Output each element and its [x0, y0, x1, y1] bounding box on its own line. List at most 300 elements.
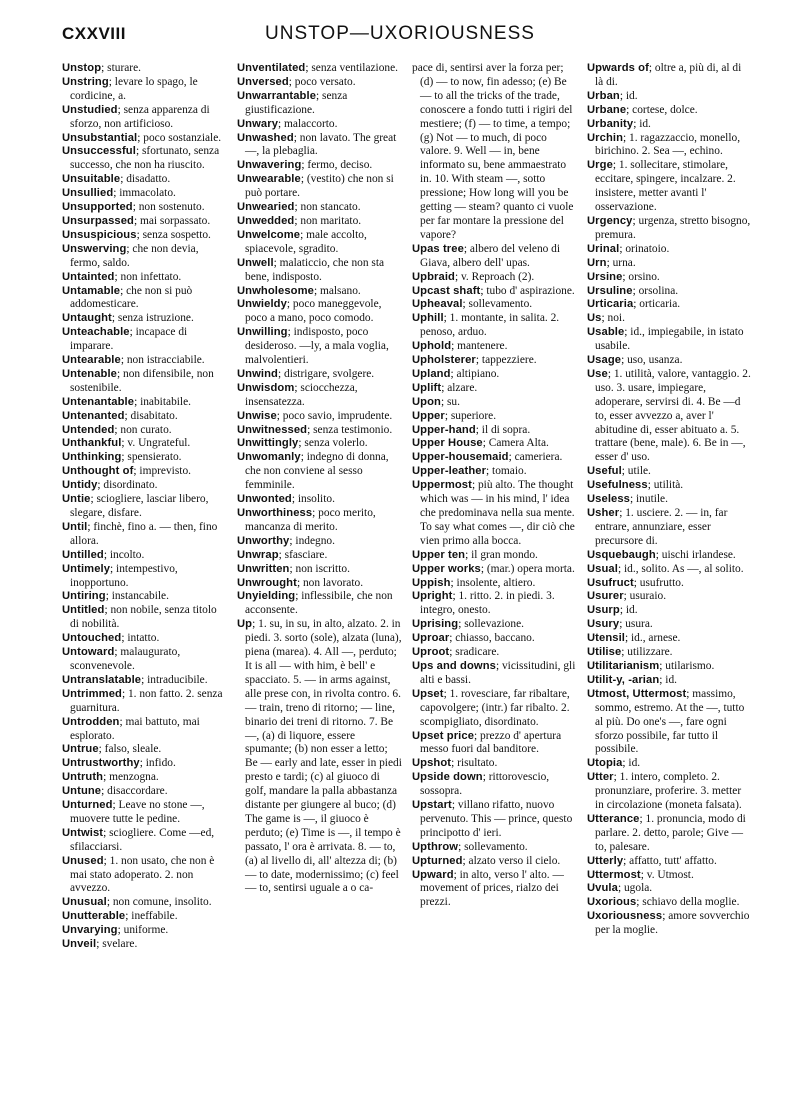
entry-definition: ; id.	[622, 757, 641, 770]
entry-definition: ; intatto.	[121, 632, 160, 645]
dictionary-entry	[62, 173, 227, 187]
entry-headword: Upset price	[412, 729, 475, 742]
dictionary-entry	[412, 549, 577, 563]
entry-definition: ; insolito.	[291, 493, 335, 506]
dictionary-entry	[412, 382, 577, 396]
dictionary-entry	[412, 688, 577, 730]
entry-definition: ; altipiano.	[450, 367, 500, 380]
entry-headword: Usufruct	[587, 576, 634, 589]
dictionary-entry	[237, 493, 402, 507]
dictionary-entry	[62, 285, 227, 313]
entry-headword: Unstring	[62, 75, 109, 88]
dictionary-entry	[237, 285, 402, 299]
entry-definition: ; massimo, sommo, estremo. At the —, tutto al più. Do one's —, fare ogni sforzo possibile, far tutto il possibile.	[595, 687, 745, 756]
dictionary-entry	[587, 813, 752, 855]
entry-definition: ; non iscritto.	[289, 562, 350, 575]
entry-headword: Untiring	[62, 590, 106, 603]
dictionary-entry	[62, 938, 227, 952]
entry-headword: Us	[587, 312, 602, 325]
dictionary-entry	[412, 646, 577, 660]
entry-definition: ; non comune, insolito.	[106, 896, 212, 909]
dictionary-entry	[587, 104, 752, 118]
entry-headword: Unwise	[237, 409, 277, 422]
entry-headword: Unsupported	[62, 201, 133, 214]
entry-definition: ; cameriera.	[508, 451, 563, 464]
dictionary-entry	[587, 771, 752, 813]
entry-headword: Untended	[62, 423, 115, 436]
dictionary-entry	[587, 646, 752, 660]
entry-definition: ; urgenza, stretto bisogno, premura.	[595, 214, 751, 241]
dictionary-entry	[412, 285, 577, 299]
entry-headword: Uxoriousness	[587, 910, 663, 923]
entry-headword: Utterance	[587, 812, 640, 825]
entry-definition: ; malaugurato, sconvenevole.	[70, 646, 181, 672]
entry-definition: ; 1. rovesciare, far ribaltare, capovolgere; (intr.) far ribalto. 2. scompigliato, disordinato.	[420, 687, 570, 728]
dictionary-entry	[62, 368, 227, 396]
dictionary-entry	[587, 869, 752, 883]
entry-definition: ; inabitabile.	[134, 395, 191, 408]
dictionary-entry	[412, 437, 577, 451]
entry-definition: ; tappezziere.	[475, 354, 537, 367]
entry-headword: Unwritten	[237, 562, 290, 575]
dictionary-entry	[412, 340, 577, 354]
dictionary-entry	[587, 563, 752, 577]
entry-definition: ; usura.	[619, 618, 653, 631]
entry-definition: ; sradicare.	[449, 646, 500, 659]
dictionary-entry	[62, 771, 227, 785]
dictionary-entry	[62, 827, 227, 855]
dictionary-entry	[587, 674, 752, 688]
entry-headword: Unwearied	[237, 201, 295, 214]
entry-headword: Untune	[62, 785, 102, 798]
dictionary-entry	[412, 312, 577, 340]
page-number: CXXVIII	[62, 24, 126, 43]
entry-definition: ; su.	[440, 395, 460, 408]
entry-headword: Upas tree	[412, 242, 464, 255]
entry-headword: Untruth	[62, 771, 104, 784]
entry-headword: Uproot	[412, 646, 450, 659]
entry-definition: ; svelare.	[96, 938, 138, 951]
entry-headword: Unveil	[62, 938, 97, 951]
entry-definition: ; 1. su, in su, in alto, alzato. 2. in piedi. 3. sorto (sole), alzata (luna), piena (marea). 4. All —, perduto; It is all — with him, è bell' e spacciato. 5. — in arms against, alle prese con, in rivolta contro. 6. — train, treno di ritorno; — line, binario dei treni di ritorno. 7. Be —, (a) di liquore, essere spumante; (b) non esser a letto; Be — early and late, esser in piedi presto e tardi; (c) al giuoco di golf, mandare la palla abbastanza distante per giungere al buco; (d) The game is —, il giuoco è perduto; (e) Time is —, il tempo è passato, l' ora è arrivata. 8. — to, (a) al livello di, all' altezza di; (b) — to date, modernissimo; (c) feel — to, sentirsi uguale a o ca-	[245, 618, 402, 895]
dictionary-entry	[587, 132, 752, 160]
dictionary-entry	[62, 396, 227, 410]
entry-definition: ; villano rifatto, nuovo pervenuto. This — prince, questo principotto d' ieri.	[420, 799, 573, 839]
entry-headword: Usurer	[587, 590, 624, 603]
entry-headword: Unwieldy	[237, 298, 287, 311]
column-2	[237, 62, 402, 1102]
dictionary-entry	[62, 549, 227, 563]
entry-definition: ; 1. pronuncia, modo di parlare. 2. detto, parole; Give — to, palesare.	[595, 812, 746, 853]
dictionary-entry	[587, 243, 752, 257]
entry-definition: ; che non devia, fermo, saldo.	[70, 242, 199, 269]
entry-headword: Untie	[62, 493, 91, 506]
entry-definition: ; cortese, dolce.	[626, 103, 698, 116]
dictionary-entry	[587, 326, 752, 354]
entry-headword: Unwisdom	[237, 381, 295, 394]
dictionary-entry	[237, 563, 402, 577]
entry-definition: ; poco sostanziale.	[137, 131, 222, 144]
dictionary-entry	[587, 590, 752, 604]
entry-headword: Upper House	[412, 437, 483, 450]
entry-definition: ; che non si può addomesticare.	[70, 284, 193, 311]
dictionary-entry	[412, 271, 577, 285]
entry-headword: Uproar	[412, 632, 450, 645]
entry-definition: ; ineffabile.	[125, 910, 178, 923]
entry-headword: Untainted	[62, 270, 115, 283]
dictionary-entry	[412, 771, 577, 799]
entry-headword: Urchin	[587, 131, 624, 144]
entry-definition: ; non curato.	[114, 423, 172, 436]
dictionary-entry	[412, 424, 577, 438]
entry-definition: ; v. Reproach (2).	[454, 270, 535, 283]
entry-headword: Unventilated	[237, 62, 306, 74]
entry-definition: ; id.	[659, 673, 677, 686]
entry-definition: ; albero del veleno di Giava, albero dell' upas.	[420, 242, 561, 269]
entry-headword: Unvarying	[62, 924, 118, 937]
entry-definition: ; levare lo spago, le cordicine, a.	[70, 75, 198, 102]
dictionary-entry	[412, 632, 577, 646]
entry-definition: ; orticaria.	[633, 298, 681, 311]
entry-headword: Urinal	[587, 242, 620, 255]
entry-headword: Untamable	[62, 284, 121, 297]
entry-headword: Untenanted	[62, 409, 125, 422]
entry-definition: ; amore sovverchio per la moglie.	[595, 910, 750, 937]
entry-headword: Upbraid	[412, 270, 455, 283]
entry-headword: Unwind	[237, 367, 278, 380]
dictionary-entry	[587, 757, 752, 771]
entry-headword: Urban	[587, 89, 620, 102]
entry-headword: Upside down	[412, 771, 483, 784]
dictionary-entry	[62, 785, 227, 799]
entry-definition: ; incolto.	[103, 548, 145, 561]
dictionary-entry	[237, 215, 402, 229]
entry-headword: Uxorious	[587, 896, 637, 909]
entry-definition: ; senza testimonio.	[307, 423, 393, 436]
entry-headword: Unwedded	[237, 214, 295, 227]
entry-headword: Upper-leather	[412, 465, 487, 478]
dictionary-entry	[62, 590, 227, 604]
dictionary-entry	[412, 799, 577, 841]
entry-definition: ; sfasciare.	[278, 548, 328, 561]
entry-definition: ; non stancato.	[294, 201, 361, 214]
entry-definition: ; 1. usciere. 2. — in, far entrare, annunziare, esser precursore di.	[595, 507, 728, 547]
dictionary-entry	[237, 577, 402, 591]
entry-definition: ; v. Ungrateful.	[121, 437, 191, 450]
entry-headword: Upward	[412, 868, 454, 881]
dictionary-entry	[587, 298, 752, 312]
entry-definition: ; uischi irlandese.	[655, 548, 736, 561]
entry-definition: ; malaccorto.	[278, 117, 338, 130]
entry-headword: Unteachable	[62, 326, 130, 339]
dictionary-entry	[237, 326, 402, 368]
dictionary-entry	[62, 646, 227, 674]
entry-definition: ; poco maneggevole, poco a mano, poco comodo.	[245, 298, 382, 325]
entry-definition: ; 1. ritto. 2. in piedi. 3. integro, onesto.	[420, 590, 555, 617]
entry-definition: ; id.	[619, 89, 638, 102]
entry-definition: ; non nobile, senza titolo di nobilità.	[70, 604, 217, 631]
entry-headword: Unwitnessed	[237, 423, 308, 436]
dictionary-entry	[62, 104, 227, 132]
dictionary-entry	[237, 159, 402, 173]
dictionary-entry	[587, 479, 752, 493]
dictionary-entry	[237, 451, 402, 493]
entry-definition: ; disaccordare.	[101, 785, 168, 798]
dictionary-entry	[62, 215, 227, 229]
entry-definition: pace di, sentirsi aver la forza per; (d) — to now, fin adesso; (e) Be — to all the tricks of the trade, conoscere a fondo tutti i rigiri del mestiere; (f) — to time, a tempo; (g) Not — to much, di poco valore. 9. Well — in, bene informato su, bene ammaestrato in. 10. With steam —, sotto pressione; How long will you be getting — steam? quanto ci vuole per far montare la pressione del vapore?	[412, 62, 574, 241]
entry-headword: Upheaval	[412, 298, 463, 311]
page-header	[62, 20, 738, 50]
entry-definition: ; senza ventilazione.	[305, 62, 399, 74]
entry-definition: ; poco versato.	[288, 75, 356, 88]
entry-definition: ; inutile.	[630, 493, 668, 506]
entry-headword: Uphill	[412, 312, 444, 325]
dictionary-entry	[62, 312, 227, 326]
column-4	[587, 62, 752, 1102]
entry-definition: ; schiavo della moglie.	[636, 896, 740, 909]
dictionary-entry	[587, 493, 752, 507]
dictionary-entry	[237, 382, 402, 410]
entry-definition: ; disordinato.	[97, 479, 158, 492]
entry-definition: ; uniforme.	[117, 924, 169, 937]
entry-headword: Untrue	[62, 743, 99, 756]
dictionary-entry	[62, 243, 227, 271]
entry-headword: Upstart	[412, 799, 452, 812]
dictionary-entry	[62, 76, 227, 104]
entry-headword: Unwell	[237, 256, 274, 269]
dictionary-entry	[237, 424, 402, 438]
entry-headword: Unused	[62, 854, 104, 867]
dictionary-entry	[62, 410, 227, 424]
entry-headword: Usquebaugh	[587, 548, 656, 561]
dictionary-entry	[62, 910, 227, 924]
entry-definition: ; chiasso, baccano.	[449, 632, 535, 645]
entry-headword: Unsullied	[62, 187, 114, 200]
dictionary-entry	[62, 521, 227, 549]
entry-headword: Uprising	[412, 618, 459, 631]
entry-headword: Uppish	[412, 576, 451, 589]
entry-headword: Unwrought	[237, 576, 297, 589]
entry-definition: ; il gran mondo.	[465, 548, 538, 561]
entry-definition: ; intempestivo, inopportuno.	[70, 562, 178, 589]
entry-headword: Use	[587, 367, 608, 380]
entry-headword: Utter	[587, 771, 614, 784]
entry-definition: ; sollevazione.	[458, 618, 524, 631]
entry-headword: Unwomanly	[237, 451, 301, 464]
entry-headword: Utilitarianism	[587, 659, 660, 672]
entry-definition: ; 1. montante, in salita. 2. penoso, arduo.	[420, 312, 560, 339]
entry-headword: Unwelcome	[237, 228, 301, 241]
entry-headword: Uplift	[412, 381, 442, 394]
entry-headword: Untenantable	[62, 395, 135, 408]
dictionary-entry	[412, 660, 577, 688]
dictionary-entry	[62, 604, 227, 632]
column-3	[412, 62, 577, 1102]
dictionary-entry	[62, 326, 227, 354]
entry-headword: Urgency	[587, 214, 633, 227]
dictionary-entry	[62, 145, 227, 173]
dictionary-entry	[412, 618, 577, 632]
entry-definition: ; urna.	[606, 256, 636, 269]
dictionary-entry	[587, 688, 752, 758]
entry-definition: ; menzogna.	[103, 771, 159, 784]
dictionary-entry	[237, 298, 402, 326]
entry-headword: Unworthiness	[237, 507, 313, 519]
entry-definition: ; disadatto.	[120, 173, 171, 186]
dictionary-entry	[412, 855, 577, 869]
entry-headword: Unsuccessful	[62, 145, 136, 158]
dictionary-entry	[237, 201, 402, 215]
dictionary-entry	[62, 437, 227, 451]
dictionary-entry	[237, 410, 402, 424]
entry-headword: Uttermost	[587, 868, 641, 881]
entry-definition: ; id., solito. As —, al solito.	[617, 562, 744, 575]
entry-headword: Upshot	[412, 757, 452, 770]
entry-definition: ; utilità.	[647, 479, 684, 492]
entry-headword: Untrimmed	[62, 687, 122, 700]
entry-headword: Unthankful	[62, 437, 122, 450]
entry-headword: Untranslatable	[62, 673, 142, 686]
entry-headword: Utilise	[587, 646, 622, 659]
entry-definition: ; 1. intero, completo. 2. pronunziare, proferire. 3. metter in circolazione (moneta falsata).	[595, 771, 742, 812]
dictionary-entry	[237, 90, 402, 118]
entry-headword: Upper works	[412, 562, 481, 575]
entry-definition: ; sciocchezza, insensatezza.	[245, 381, 358, 408]
entry-headword: Urn	[587, 256, 607, 269]
entry-definition: ; più alto. The thought which was — in his mind, l' idea che predominava nella sua mente. To say what comes —, dir ciò che vien primo alla bocca.	[420, 479, 575, 547]
dictionary-entry	[587, 549, 752, 563]
entry-definition: ; utilizzare.	[621, 646, 673, 659]
entry-headword: Unsuitable	[62, 173, 121, 186]
dictionary-entry	[412, 62, 577, 243]
dictionary-entry	[237, 437, 402, 451]
entry-headword: Unwonted	[237, 493, 292, 506]
entry-definition: ; non istracciabile.	[120, 354, 205, 367]
entry-definition: ; non difensibile, non sostenibile.	[70, 367, 214, 394]
dictionary-entry	[412, 590, 577, 618]
entry-headword: Unswerving	[62, 242, 127, 255]
entry-definition: ; immacolato.	[113, 187, 176, 200]
entry-definition: ; id.	[619, 604, 638, 617]
dictionary-entry	[412, 410, 577, 424]
entry-headword: Upholsterer	[412, 354, 476, 367]
entry-definition: ; orinatoio.	[619, 242, 670, 255]
entry-definition: ; alzato verso il cielo.	[462, 854, 561, 867]
entry-definition: ; 1. ragazzaccio, monello, birichino. 2. Sea —, echino.	[595, 131, 741, 158]
entry-headword: Usage	[587, 354, 622, 367]
dictionary-entry	[62, 896, 227, 910]
entry-headword: Unwashed	[237, 131, 294, 144]
entry-definition: ; non infettato.	[114, 270, 182, 283]
entry-headword: Unwarrantable	[237, 89, 317, 102]
entry-headword: Unwilling	[237, 326, 288, 339]
entry-headword: Upon	[412, 395, 441, 408]
entry-headword: Utmost, Uttermost	[587, 687, 687, 700]
dictionary-entry	[62, 674, 227, 688]
entry-headword: Unstop	[62, 62, 102, 74]
dictionary-entry	[237, 173, 402, 201]
entry-headword: Unsurpassed	[62, 214, 134, 227]
entry-headword: Usurp	[587, 604, 620, 617]
entry-headword: Useless	[587, 493, 630, 506]
dictionary-entry	[62, 62, 227, 76]
entry-headword: Usable	[587, 326, 625, 339]
entry-headword: Unwrap	[237, 548, 279, 561]
dictionary-entry	[237, 257, 402, 285]
dictionary-entry	[62, 451, 227, 465]
entry-definition: ; affatto, tutt' affatto.	[623, 854, 717, 867]
entry-definition: ; intraducibile.	[141, 673, 208, 686]
dictionary-entry	[587, 159, 752, 215]
dictionary-entry	[587, 271, 752, 285]
entry-headword: Unwary	[237, 117, 279, 130]
entry-definition: ; rittorovescio, sossopra.	[420, 771, 550, 798]
dictionary-entry	[587, 62, 752, 90]
entry-definition: ; finchè, fino a. — then, fino allora.	[70, 520, 218, 547]
entry-headword: Utensil	[587, 632, 625, 645]
entry-definition: ; (vestito) che non si può portare.	[245, 173, 394, 200]
entry-definition: ; 1. non usato, che non è mai stato adoperato. 2. non avvezzo.	[70, 854, 215, 895]
entry-definition: ; disabitato.	[124, 409, 178, 422]
entry-headword: Untwist	[62, 826, 104, 839]
entry-definition: ; non sostenuto.	[132, 201, 205, 214]
entry-definition: ; tubo d' aspirazione.	[480, 284, 575, 297]
entry-headword: Untouched	[62, 632, 122, 645]
dictionary-entry	[587, 618, 752, 632]
entry-headword: Untidy	[62, 479, 98, 492]
dictionary-entry	[237, 76, 402, 90]
entry-definition: ; senza istruzione.	[111, 312, 194, 325]
dictionary-entry	[62, 716, 227, 744]
dictionary-entry	[412, 757, 577, 771]
page-title: UNSTOP—UXORIOUSNESS	[265, 23, 535, 44]
entry-headword: Upturned	[412, 854, 463, 867]
dictionary-entry	[237, 535, 402, 549]
entry-definition: ; 1. non fatto. 2. senza guarnitura.	[70, 687, 223, 714]
dictionary-entry	[587, 90, 752, 104]
entry-definition: ; insolente, altiero.	[450, 576, 536, 589]
entry-headword: Unstudied	[62, 103, 118, 116]
entry-headword: Ursine	[587, 270, 623, 283]
entry-definition: ; utilarismo.	[659, 659, 715, 672]
entry-definition: ; distrigare, svolgere.	[278, 367, 375, 380]
entry-headword: Usury	[587, 618, 620, 631]
entry-definition: ; instancabile.	[105, 590, 169, 603]
entry-definition: ; ugola.	[617, 882, 653, 895]
entry-definition: ; sciogliere, lasciar libero, slegare, disfare.	[70, 493, 209, 519]
entry-headword: Unwearable	[237, 173, 301, 186]
entry-headword: Utilit-y, -arian	[587, 673, 660, 686]
entry-definition: ; id., impiegabile, in istato usabile.	[595, 326, 744, 353]
entry-headword: Unutterable	[62, 910, 126, 923]
entry-headword: Untimely	[62, 562, 111, 575]
dictionary-entry	[587, 215, 752, 243]
entry-definition: ; non lavato. The great —, la plebaglia.	[245, 131, 397, 158]
dictionary-entry	[412, 479, 577, 549]
entry-definition: ; tomaio.	[486, 465, 527, 478]
entry-definition: ; usufrutto.	[633, 576, 684, 589]
entry-headword: Untrodden	[62, 715, 120, 728]
entry-headword: Utterly	[587, 854, 624, 867]
entry-headword: Uphold	[412, 340, 452, 353]
entry-definition: ; noi.	[601, 312, 625, 325]
entry-headword: Until	[62, 520, 88, 533]
entry-headword: Upper-housemaid	[412, 451, 509, 464]
entry-definition: ; malsano.	[313, 284, 361, 297]
dictionary-entry	[587, 257, 752, 271]
entry-definition: ; sciogliere. Come —ed, sfilacciarsi.	[70, 826, 215, 853]
entry-headword: Unwholesome	[237, 284, 314, 297]
